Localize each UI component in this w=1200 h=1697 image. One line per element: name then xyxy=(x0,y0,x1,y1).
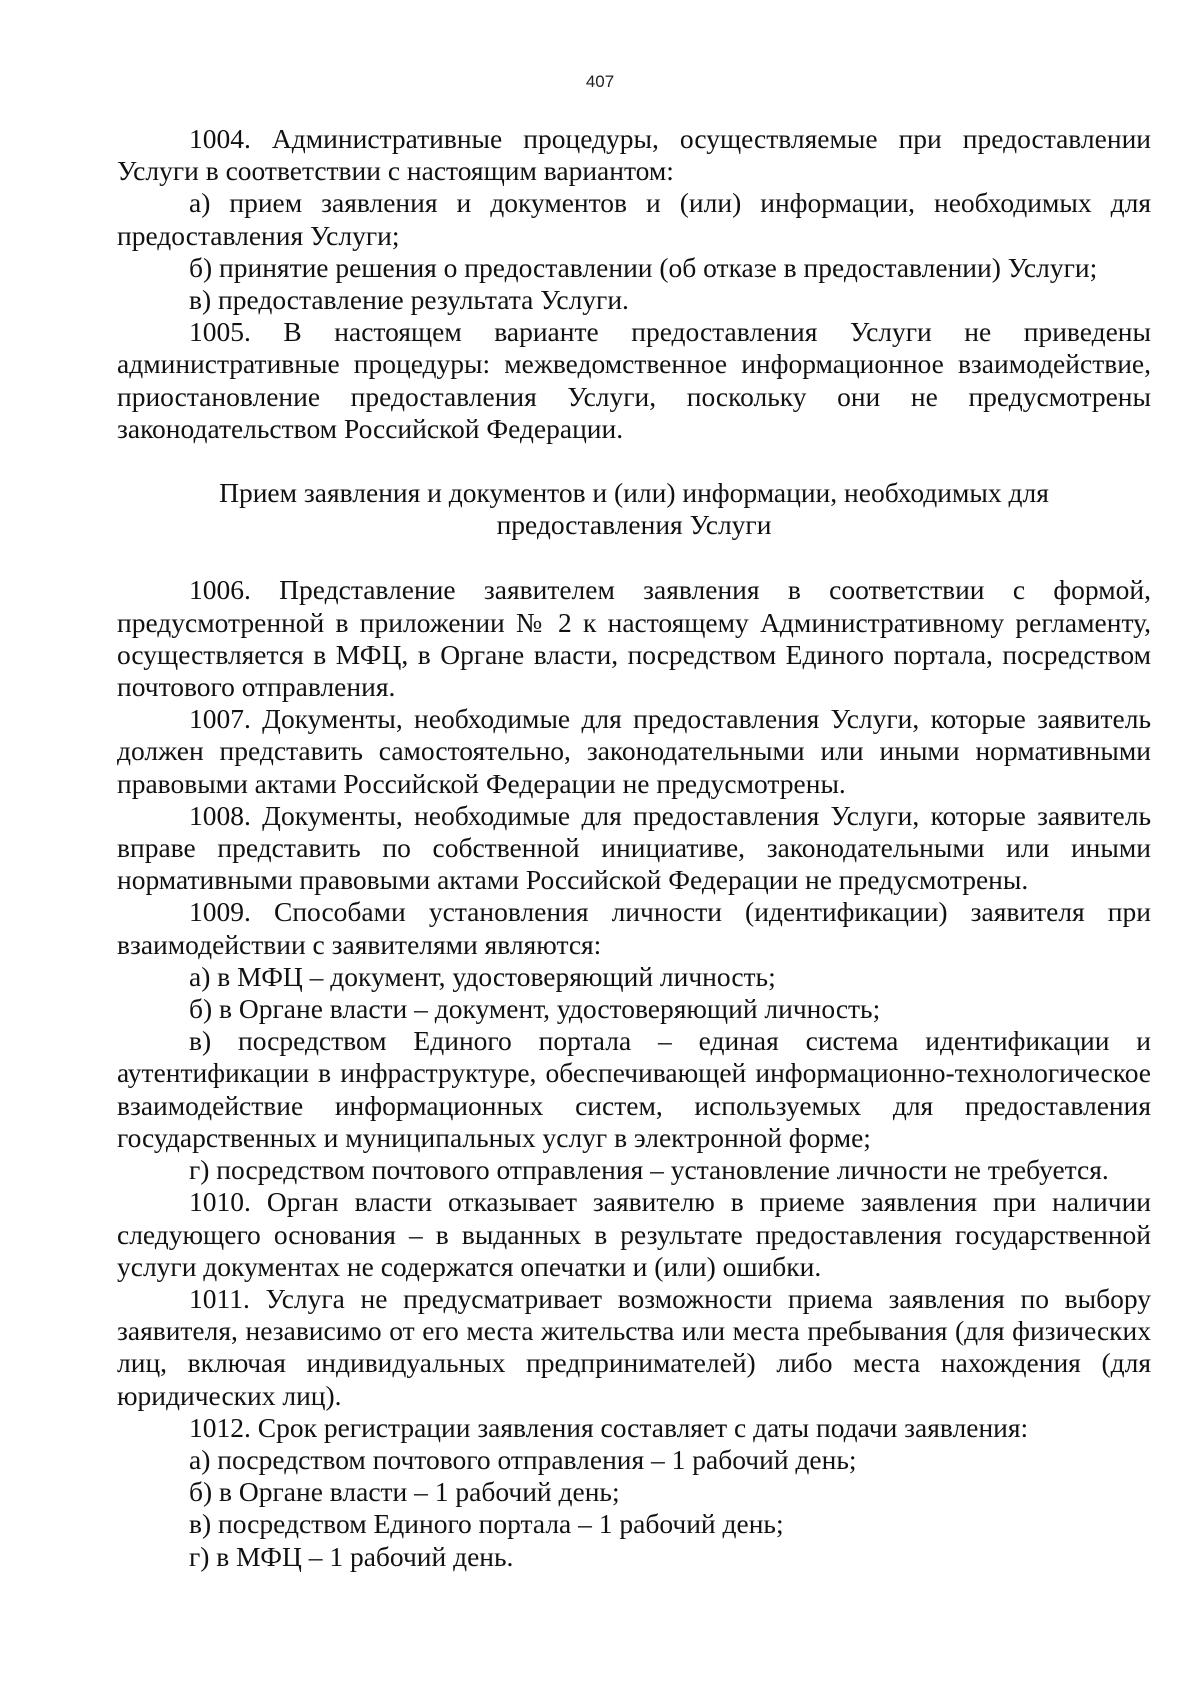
list-item-1009-v: в) посредством Единого портала – единая система идентификации и аутентификации в инфраструктуре, обеспечивающей информационно-технологическое взаимодействие информационных систем, используемых для предоставления государственных и муниципальных услуг в электронной форме; xyxy=(117,1025,1151,1153)
list-item-1012-v: в) посредством Единого портала – 1 рабочий день; xyxy=(189,1508,784,1540)
paragraph-1009: 1009. Способами установления личности (идентификации) заявителя при взаимодействии с заявителями являются: xyxy=(117,896,1151,960)
list-item-1012-a: а) посредством почтового отправления – 1 рабочий день; xyxy=(189,1443,857,1475)
paragraph-1008: 1008. Документы, необходимые для предоставления Услуги, которые заявитель вправе представить по собственной инициативе, законодательными или иными нормативными правовыми актами Российской Федерации не предусмотрены. xyxy=(117,799,1151,896)
paragraph-1011: 1011. Услуга не предусматривает возможности приема заявления по выбору заявителя, независимо от его места жительства или места пребывания (для физических лиц, включая индивидуальных предпринимателей) либо места нахождения (для юридических лиц). xyxy=(117,1282,1151,1411)
paragraph-1005: 1005. В настоящем варианте предоставления Услуги не приведены административные процедуры: межведомственное информационное взаимодействие, приостановление предоставления Услуги, поскольку они не предусмотрены законодательством Российской Федерации. xyxy=(117,316,1151,444)
list-item-1004-a: а) прием заявления и документов и (или) информации, необходимых для предоставления Услуги; xyxy=(117,187,1151,251)
list-item-1009-g: г) посредством почтового отправления – установление личности не требуется. xyxy=(189,1154,1109,1186)
paragraph-1012: 1012. Срок регистрации заявления составляет с даты подачи заявления: xyxy=(189,1411,1029,1443)
paragraph-1004: 1004. Административные процедуры, осуществляемые при предоставлении Услуги в соответствии с настоящим вариантом: xyxy=(117,123,1151,187)
list-item-1012-b: б) в Органе власти – 1 рабочий день; xyxy=(189,1476,620,1508)
document-body xyxy=(117,123,1151,1573)
list-item-1009-b: б) в Органе власти – документ, удостоверяющий личность; xyxy=(189,993,881,1025)
list-item-1004-b: б) принятие решения о предоставлении (об отказе в предоставлении) Услуги; xyxy=(189,251,1098,283)
page-number: 407 xyxy=(585,72,615,91)
list-item-1012-g: г) в МФЦ – 1 рабочий день. xyxy=(189,1540,514,1572)
section-heading: Прием заявления и документов и (или) информации, необходимых для предоставления Услуги xyxy=(219,477,1049,541)
list-item-1009-a: а) в МФЦ – документ, удостоверяющий личность; xyxy=(189,960,776,992)
paragraph-1006: 1006. Представление заявителем заявления в соответствии с формой, предусмотренной в приложении № 2 к настоящему Административному регламенту, осуществляется в МФЦ, в Органе власти, посредством Единого портала, посредством почтового отправления. xyxy=(117,574,1151,703)
paragraph-1007: 1007. Документы, необходимые для предоставления Услуги, которые заявитель должен представить самостоятельно, законодательными или иными нормативными правовыми актами Российской Федерации не предусмотрены. xyxy=(117,703,1151,799)
list-item-1004-v: в) предоставление результата Услуги. xyxy=(189,284,629,316)
paragraph-1010: 1010. Орган власти отказывает заявителю в приеме заявления при наличии следующего основания – в выданных в результате предоставления государственной услуги документах не содержатся опечатки и (или) ошибки. xyxy=(117,1186,1151,1282)
